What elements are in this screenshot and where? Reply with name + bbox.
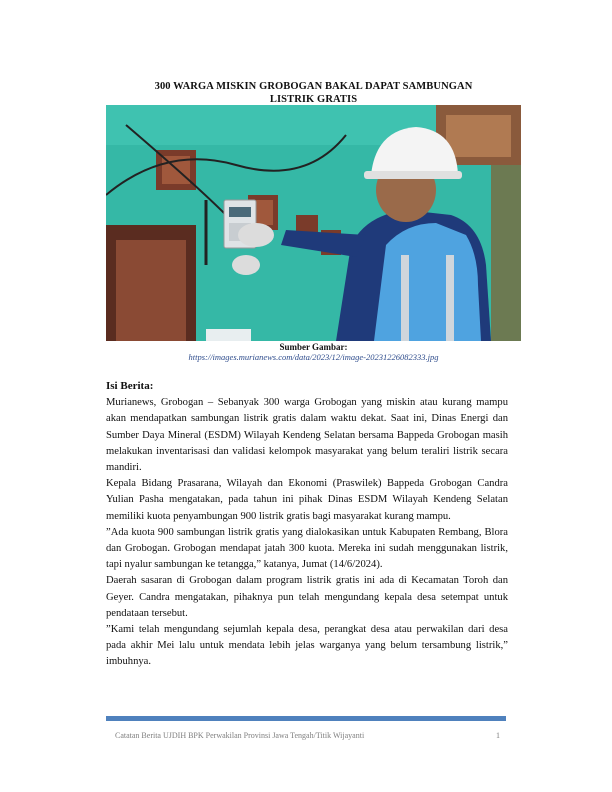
page-number: 1 (496, 731, 500, 740)
article-title (106, 80, 521, 106)
page-footer (115, 731, 500, 740)
image-source-url: https://images.murianews.com/data/2023/12/image-20231226082333.jpg (188, 352, 439, 362)
article-photo (106, 105, 521, 341)
paragraph-1: Murianews, Grobogan – Sebanyak 300 warga Grobogan yang miskin atau kurang mampu akan mendapatkan sambungan listrik gratis dalam waktu dekat. Saat ini, Dinas Energi dan Sumber Daya Mineral (ESDM) Wilayah Kendeng Selatan bersama Bappeda Grobogan masih melakukan inventarisasi dan validasi kelompok masyarakat yang belum teraliri listrik secara mandiri. (106, 397, 508, 474)
paragraph-2: Kepala Bidang Prasarana, Wilayah dan Ekonomi (Praswilek) Bappeda Grobogan Candra Yulian Pasha mengatakan, pada tahun ini pihak Dinas ESDM Wilayah Kendeng Selatan memiliki kuota penyambungan 900 listrik gratis bagi masyarakat kurang mampu. (106, 478, 508, 522)
section-heading: Isi Berita: (106, 380, 154, 392)
article-body (106, 378, 508, 671)
image-caption-label: Sumber Gambar: (279, 342, 348, 352)
footer-note: Catatan Berita UJDIH BPK Perwakilan Provinsi Jawa Tengah/Titik Wijayanti (115, 731, 365, 740)
paragraph-5: ”Kami telah mengundang sejumlah kepala desa, perangkat desa atau perwakilan dari desa pada akhir Mei lalu untuk mendata lebih jelas warganya yang belum tersambung listrik,” imbuhnya. (106, 624, 508, 668)
paragraph-4: Daerah sasaran di Grobogan dalam program listrik gratis ini ada di Kecamatan Toroh dan Geyer. Candra mengatakan, pihaknya pun telah mengundang kepala desa setempat untuk pendataan tersebut. (106, 575, 508, 619)
footer-divider (106, 716, 506, 721)
paragraph-3: ”Ada kuota 900 sambungan listrik gratis yang dialokasikan untuk Kabupaten Rembang, Blora dan Grobogan. Grobogan mendapat jatah 300 kuota. Mereka ini sudah menggunakan listrik, tapi nyalur sambungan ke tetangga,” katanya, Jumat (14/6/2024). (106, 526, 508, 571)
article-title-line-2: LISTRIK GRATIS (269, 94, 358, 105)
article-title-line-1: 300 WARGA MISKIN GROBOGAN BAKAL DAPAT SAMBUNGAN (154, 81, 473, 92)
